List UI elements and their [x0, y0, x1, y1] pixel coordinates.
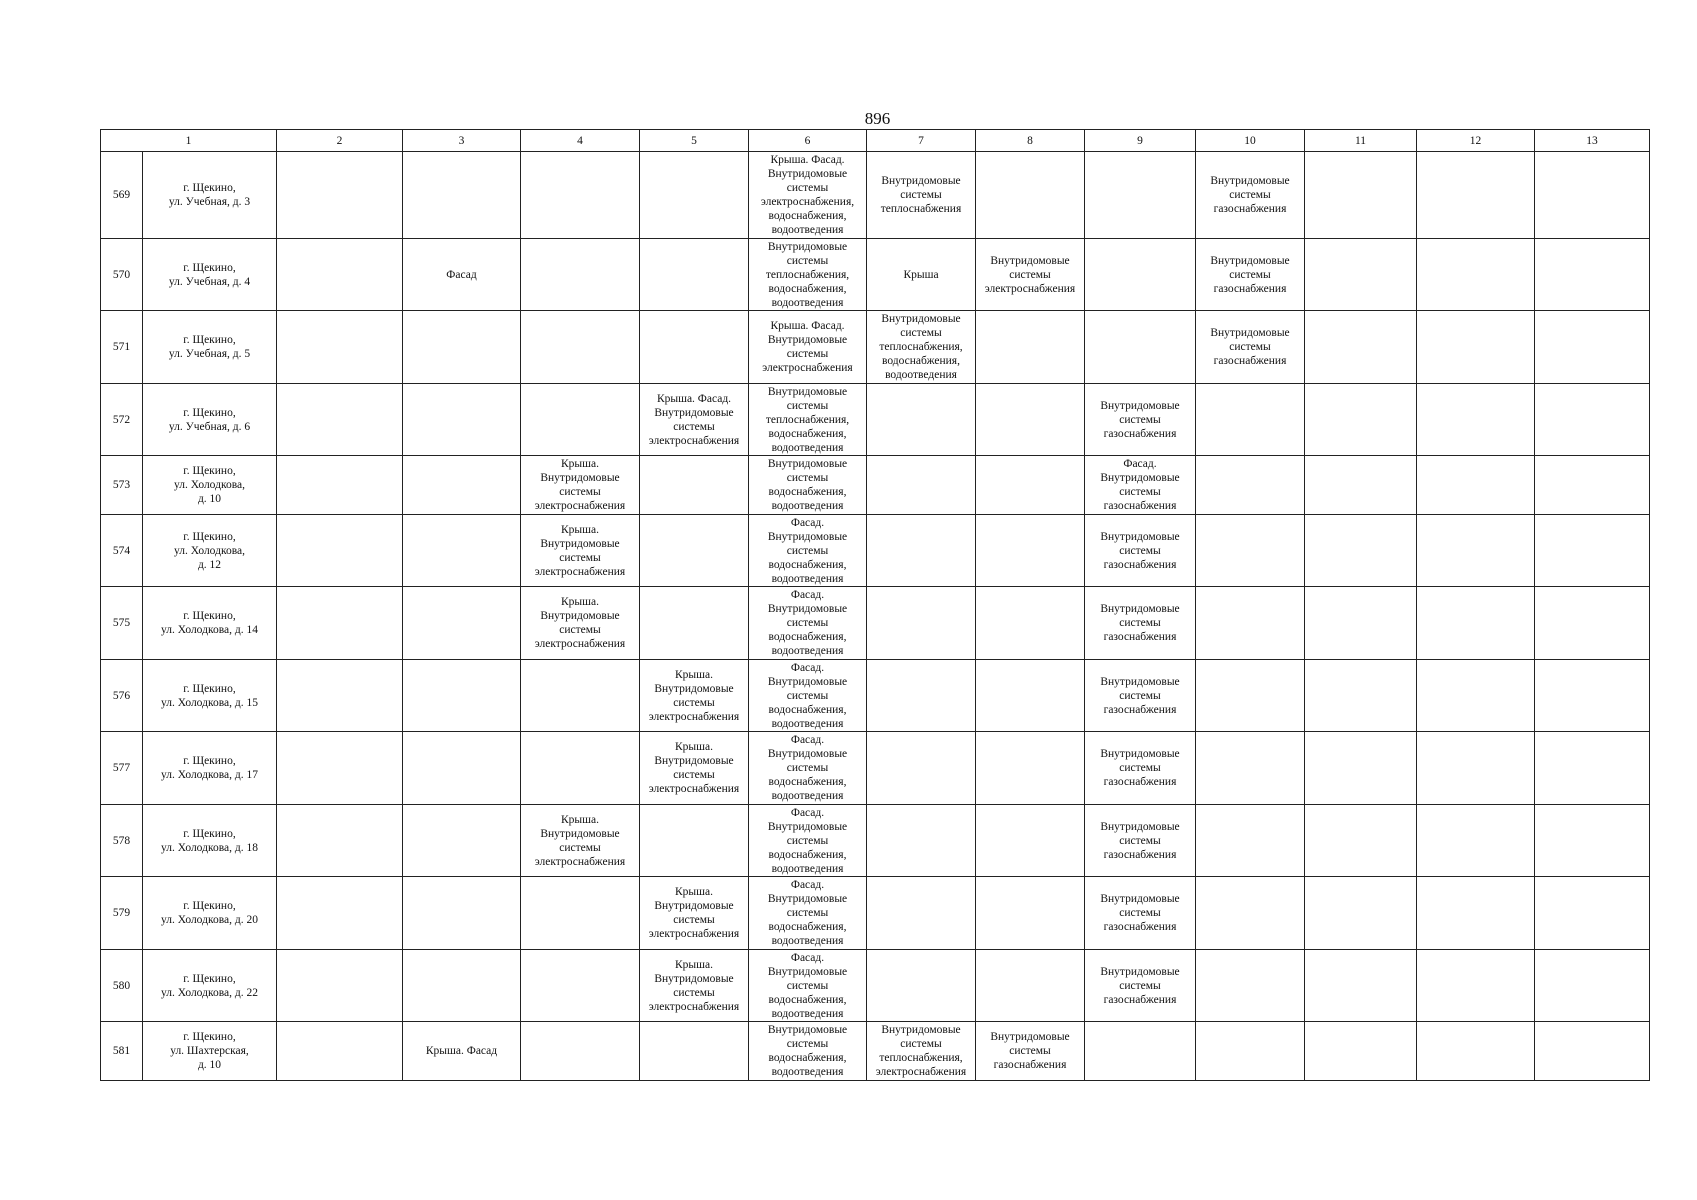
address-cell: г. Щекино, ул. Холодкова, д. 12 — [143, 515, 277, 587]
work-cell-col-4 — [521, 384, 640, 456]
work-cell-col-9: Внутридомовые системы газоснабжения — [1085, 877, 1196, 950]
address-cell: г. Щекино, ул. Холодкова, д. 17 — [143, 732, 277, 805]
work-cell-col-9: Внутридомовые системы газоснабжения — [1085, 660, 1196, 732]
work-cell-col-4: Крыша. Внутридомовые системы электроснабжения — [521, 587, 640, 660]
table-row — [101, 239, 1650, 311]
work-cell-col-2 — [277, 805, 403, 877]
work-cell-col-12 — [1417, 732, 1535, 805]
work-cell-col-8 — [976, 950, 1085, 1022]
work-cell-col-11 — [1305, 660, 1417, 732]
work-cell-col-2 — [277, 877, 403, 950]
work-cell-col-5: Крыша. Внутридомовые системы электроснабжения — [640, 660, 749, 732]
row-number-cell: 577 — [101, 732, 143, 805]
work-cell-col-5 — [640, 152, 749, 239]
address-cell: г. Щекино, ул. Шахтерская, д. 10 — [143, 1022, 277, 1081]
work-cell-col-8: Внутридомовые системы электроснабжения — [976, 239, 1085, 311]
work-cell-col-2 — [277, 515, 403, 587]
work-cell-col-11 — [1305, 515, 1417, 587]
work-cell-col-13 — [1535, 950, 1650, 1022]
work-cell-col-7 — [867, 456, 976, 515]
work-cell-col-7 — [867, 660, 976, 732]
work-cell-col-2 — [277, 587, 403, 660]
work-cell-col-6: Фасад. Внутридомовые системы водоснабжения, водоотведения — [749, 805, 867, 877]
work-cell-col-10 — [1196, 732, 1305, 805]
work-cell-col-5 — [640, 239, 749, 311]
column-header-12: 12 — [1417, 130, 1535, 152]
work-cell-col-4: Крыша. Внутридомовые системы электроснабжения — [521, 456, 640, 515]
work-cell-col-12 — [1417, 1022, 1535, 1081]
table-row — [101, 877, 1650, 950]
work-cell-col-5 — [640, 1022, 749, 1081]
work-cell-col-3 — [403, 456, 521, 515]
work-cell-col-6: Крыша. Фасад. Внутридомовые системы электроснабжения, водоснабжения, водоотведения — [749, 152, 867, 239]
work-cell-col-8 — [976, 456, 1085, 515]
address-cell: г. Щекино, ул. Холодкова, д. 10 — [143, 456, 277, 515]
work-cell-col-2 — [277, 1022, 403, 1081]
page-number: 896 — [864, 109, 891, 128]
table-row — [101, 950, 1650, 1022]
row-number-cell: 572 — [101, 384, 143, 456]
work-cell-col-12 — [1417, 152, 1535, 239]
column-header-6: 6 — [749, 130, 867, 152]
work-cell-col-12 — [1417, 456, 1535, 515]
work-cell-col-4 — [521, 732, 640, 805]
work-cell-col-11 — [1305, 950, 1417, 1022]
work-cell-col-5 — [640, 805, 749, 877]
work-cell-col-13 — [1535, 1022, 1650, 1081]
work-cell-col-9: Внутридомовые системы газоснабжения — [1085, 805, 1196, 877]
repair-schedule-table — [100, 129, 1650, 1081]
row-number-cell: 576 — [101, 660, 143, 732]
work-cell-col-3 — [403, 311, 521, 384]
work-cell-col-3 — [403, 877, 521, 950]
work-cell-col-5: Крыша. Внутридомовые системы электроснабжения — [640, 877, 749, 950]
work-cell-col-3: Крыша. Фасад — [403, 1022, 521, 1081]
work-cell-col-7 — [867, 877, 976, 950]
work-cell-col-11 — [1305, 587, 1417, 660]
work-cell-col-9: Внутридомовые системы газоснабжения — [1085, 950, 1196, 1022]
table-row — [101, 587, 1650, 660]
work-cell-col-10 — [1196, 805, 1305, 877]
work-cell-col-2 — [277, 239, 403, 311]
work-cell-col-7 — [867, 950, 976, 1022]
work-cell-col-13 — [1535, 311, 1650, 384]
work-cell-col-2 — [277, 950, 403, 1022]
work-cell-col-3 — [403, 384, 521, 456]
work-cell-col-6: Внутридомовые системы теплоснабжения, водоснабжения, водоотведения — [749, 384, 867, 456]
work-cell-col-12 — [1417, 587, 1535, 660]
work-cell-col-7 — [867, 732, 976, 805]
work-cell-col-13 — [1535, 456, 1650, 515]
work-cell-col-8: Внутридомовые системы газоснабжения — [976, 1022, 1085, 1081]
work-cell-col-4: Крыша. Внутридомовые системы электроснабжения — [521, 805, 640, 877]
work-cell-col-6: Внутридомовые системы теплоснабжения, водоснабжения, водоотведения — [749, 239, 867, 311]
address-cell: г. Щекино, ул. Холодкова, д. 14 — [143, 587, 277, 660]
work-cell-col-5 — [640, 311, 749, 384]
address-cell: г. Щекино, ул. Учебная, д. 3 — [143, 152, 277, 239]
work-cell-col-11 — [1305, 311, 1417, 384]
work-cell-col-8 — [976, 732, 1085, 805]
work-cell-col-9: Внутридомовые системы газоснабжения — [1085, 515, 1196, 587]
work-cell-col-7: Внутридомовые системы теплоснабжения, электроснабжения — [867, 1022, 976, 1081]
work-cell-col-12 — [1417, 950, 1535, 1022]
work-cell-col-4 — [521, 311, 640, 384]
address-cell: г. Щекино, ул. Учебная, д. 5 — [143, 311, 277, 384]
work-cell-col-2 — [277, 732, 403, 805]
work-cell-col-13 — [1535, 805, 1650, 877]
work-cell-col-6: Фасад. Внутридомовые системы водоснабжения, водоотведения — [749, 732, 867, 805]
work-cell-col-10: Внутридомовые системы газоснабжения — [1196, 152, 1305, 239]
work-cell-col-4: Крыша. Внутридомовые системы электроснабжения — [521, 515, 640, 587]
table-row — [101, 152, 1650, 239]
work-cell-col-4 — [521, 239, 640, 311]
work-cell-col-6: Крыша. Фасад. Внутридомовые системы электроснабжения — [749, 311, 867, 384]
column-header-9: 9 — [1085, 130, 1196, 152]
work-cell-col-8 — [976, 311, 1085, 384]
work-cell-col-7: Крыша — [867, 239, 976, 311]
column-header-13: 13 — [1535, 130, 1650, 152]
work-cell-col-6: Фасад. Внутридомовые системы водоснабжения, водоотведения — [749, 950, 867, 1022]
work-cell-col-6: Внутридомовые системы водоснабжения, водоотведения — [749, 456, 867, 515]
work-cell-col-4 — [521, 660, 640, 732]
row-number-cell: 570 — [101, 239, 143, 311]
work-cell-col-8 — [976, 515, 1085, 587]
column-header-11: 11 — [1305, 130, 1417, 152]
address-cell: г. Щекино, ул. Холодкова, д. 20 — [143, 877, 277, 950]
table-row — [101, 456, 1650, 515]
work-cell-col-8 — [976, 660, 1085, 732]
work-cell-col-3 — [403, 152, 521, 239]
work-cell-col-3 — [403, 950, 521, 1022]
work-cell-col-2 — [277, 660, 403, 732]
row-number-cell: 573 — [101, 456, 143, 515]
work-cell-col-4 — [521, 877, 640, 950]
column-header-7: 7 — [867, 130, 976, 152]
work-cell-col-5 — [640, 587, 749, 660]
work-cell-col-11 — [1305, 732, 1417, 805]
row-number-cell: 569 — [101, 152, 143, 239]
address-cell: г. Щекино, ул. Холодкова, д. 15 — [143, 660, 277, 732]
column-header-10: 10 — [1196, 130, 1305, 152]
table-row — [101, 732, 1650, 805]
work-cell-col-3: Фасад — [403, 239, 521, 311]
work-cell-col-10 — [1196, 587, 1305, 660]
work-cell-col-13 — [1535, 587, 1650, 660]
work-cell-col-8 — [976, 805, 1085, 877]
work-cell-col-9: Внутридомовые системы газоснабжения — [1085, 384, 1196, 456]
work-cell-col-6: Внутридомовые системы водоснабжения, водоотведения — [749, 1022, 867, 1081]
work-cell-col-12 — [1417, 239, 1535, 311]
work-cell-col-7 — [867, 384, 976, 456]
work-cell-col-5 — [640, 456, 749, 515]
column-header-8: 8 — [976, 130, 1085, 152]
work-cell-col-11 — [1305, 805, 1417, 877]
work-cell-col-13 — [1535, 660, 1650, 732]
work-cell-col-13 — [1535, 152, 1650, 239]
table-row — [101, 660, 1650, 732]
column-header-1: 1 — [101, 130, 277, 152]
work-cell-col-12 — [1417, 877, 1535, 950]
work-cell-col-2 — [277, 311, 403, 384]
work-cell-col-6: Фасад. Внутридомовые системы водоснабжения, водоотведения — [749, 515, 867, 587]
work-cell-col-7: Внутридомовые системы теплоснабжения, водоснабжения, водоотведения — [867, 311, 976, 384]
row-number-cell: 581 — [101, 1022, 143, 1081]
work-cell-col-4 — [521, 950, 640, 1022]
work-cell-col-13 — [1535, 515, 1650, 587]
work-cell-col-8 — [976, 384, 1085, 456]
work-cell-col-4 — [521, 1022, 640, 1081]
work-cell-col-12 — [1417, 660, 1535, 732]
work-cell-col-6: Фасад. Внутридомовые системы водоснабжения, водоотведения — [749, 660, 867, 732]
work-cell-col-6: Фасад. Внутридомовые системы водоснабжения, водоотведения — [749, 587, 867, 660]
work-cell-col-2 — [277, 384, 403, 456]
work-cell-col-7: Внутридомовые системы теплоснабжения — [867, 152, 976, 239]
work-cell-col-7 — [867, 805, 976, 877]
row-number-cell: 580 — [101, 950, 143, 1022]
row-number-cell: 575 — [101, 587, 143, 660]
work-cell-col-13 — [1535, 384, 1650, 456]
work-cell-col-12 — [1417, 515, 1535, 587]
work-cell-col-12 — [1417, 311, 1535, 384]
row-number-cell: 579 — [101, 877, 143, 950]
work-cell-col-3 — [403, 732, 521, 805]
work-cell-col-5: Крыша. Внутридомовые системы электроснабжения — [640, 732, 749, 805]
table-row — [101, 515, 1650, 587]
work-cell-col-3 — [403, 587, 521, 660]
work-cell-col-9 — [1085, 239, 1196, 311]
work-cell-col-12 — [1417, 384, 1535, 456]
table-row — [101, 311, 1650, 384]
column-header-5: 5 — [640, 130, 749, 152]
work-cell-col-2 — [277, 152, 403, 239]
work-cell-col-9: Внутридомовые системы газоснабжения — [1085, 732, 1196, 805]
row-number-cell: 578 — [101, 805, 143, 877]
work-cell-col-3 — [403, 660, 521, 732]
work-cell-col-13 — [1535, 239, 1650, 311]
address-cell: г. Щекино, ул. Холодкова, д. 22 — [143, 950, 277, 1022]
work-cell-col-6: Фасад. Внутридомовые системы водоснабжения, водоотведения — [749, 877, 867, 950]
table-row — [101, 1022, 1650, 1081]
work-cell-col-8 — [976, 152, 1085, 239]
work-cell-col-9 — [1085, 311, 1196, 384]
work-cell-col-3 — [403, 805, 521, 877]
work-cell-col-5: Крыша. Фасад. Внутридомовые системы электроснабжения — [640, 384, 749, 456]
work-cell-col-12 — [1417, 805, 1535, 877]
work-cell-col-10 — [1196, 515, 1305, 587]
work-cell-col-11 — [1305, 877, 1417, 950]
column-header-4: 4 — [521, 130, 640, 152]
work-cell-col-9 — [1085, 1022, 1196, 1081]
work-cell-col-10 — [1196, 950, 1305, 1022]
row-number-cell: 574 — [101, 515, 143, 587]
work-cell-col-9: Фасад. Внутридомовые системы газоснабжения — [1085, 456, 1196, 515]
work-cell-col-11 — [1305, 1022, 1417, 1081]
work-cell-col-7 — [867, 515, 976, 587]
address-cell: г. Щекино, ул. Учебная, д. 6 — [143, 384, 277, 456]
address-cell: г. Щекино, ул. Учебная, д. 4 — [143, 239, 277, 311]
work-cell-col-4 — [521, 152, 640, 239]
work-cell-col-10 — [1196, 1022, 1305, 1081]
work-cell-col-11 — [1305, 384, 1417, 456]
work-cell-col-9 — [1085, 152, 1196, 239]
work-cell-col-9: Внутридомовые системы газоснабжения — [1085, 587, 1196, 660]
work-cell-col-11 — [1305, 239, 1417, 311]
table-row — [101, 384, 1650, 456]
row-number-cell: 571 — [101, 311, 143, 384]
work-cell-col-10 — [1196, 456, 1305, 515]
work-cell-col-5 — [640, 515, 749, 587]
work-cell-col-11 — [1305, 456, 1417, 515]
work-cell-col-10: Внутридомовые системы газоснабжения — [1196, 239, 1305, 311]
work-cell-col-2 — [277, 456, 403, 515]
column-header-2: 2 — [277, 130, 403, 152]
table-row — [101, 805, 1650, 877]
work-cell-col-8 — [976, 877, 1085, 950]
column-number-row — [101, 130, 1650, 152]
work-cell-col-10 — [1196, 384, 1305, 456]
work-cell-col-10 — [1196, 877, 1305, 950]
work-cell-col-7 — [867, 587, 976, 660]
work-cell-col-10 — [1196, 660, 1305, 732]
column-header-3: 3 — [403, 130, 521, 152]
work-cell-col-13 — [1535, 732, 1650, 805]
address-cell: г. Щекино, ул. Холодкова, д. 18 — [143, 805, 277, 877]
work-cell-col-11 — [1305, 152, 1417, 239]
work-cell-col-13 — [1535, 877, 1650, 950]
work-cell-col-8 — [976, 587, 1085, 660]
work-cell-col-5: Крыша. Внутридомовые системы электроснабжения — [640, 950, 749, 1022]
work-cell-col-3 — [403, 515, 521, 587]
work-cell-col-10: Внутридомовые системы газоснабжения — [1196, 311, 1305, 384]
